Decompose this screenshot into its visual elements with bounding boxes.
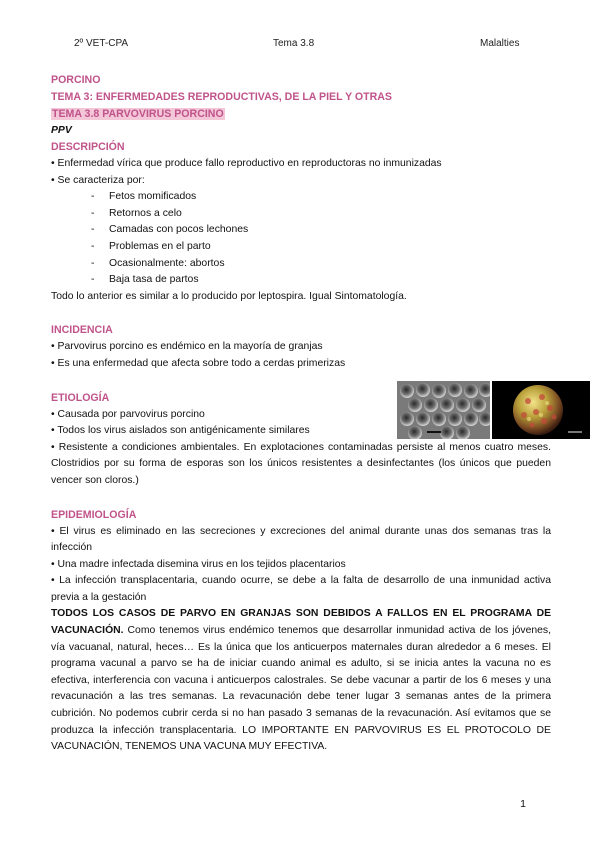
list-item: • Se caracteriza por: xyxy=(51,174,145,186)
list-item: • El virus es eliminado en las secreciones y excreciones del animal durante unas dos semanas tras la infección xyxy=(51,525,551,554)
species-heading: PORCINO xyxy=(51,74,101,86)
dash-item: - Problemas en el parto xyxy=(91,240,211,252)
abbreviation: PPV xyxy=(51,125,72,136)
list-item: • Parvovirus porcino es endémico en la mayoría de granjas xyxy=(51,341,323,353)
header-center: Tema 3.8 xyxy=(273,38,315,49)
vacunacion-bold-intro: TODOS LOS CASOS DE PARVO EN GRANJAS SON DEBIDOS A FALLOS EN EL PROGRAMA DE VACUNACIÓN. xyxy=(51,608,551,637)
list-item: • Enfermedad vírica que produce fallo reproductivo en reproductoras no inmunizadas xyxy=(51,158,442,169)
list-item: • Es una enfermedad que afecta sobre todo a cerdas primerizas xyxy=(51,357,346,369)
dash-item: - Camadas con pocos lechones xyxy=(91,224,249,236)
descripcion-closing: Todo lo anterior es similar a lo producido por leptospira. Igual Sintomatología. xyxy=(51,290,407,302)
list-item: • Una madre infectada disemina virus en los tejidos placentarios xyxy=(51,558,346,570)
page-number: 1 xyxy=(520,798,526,810)
dash-item: - Fetos momificados xyxy=(91,191,197,203)
tema-title: TEMA 3: ENFERMEDADES REPRODUCTIVAS, DE LA PIEL Y OTRAS xyxy=(51,91,393,103)
header-left: 2º VET-CPA xyxy=(74,38,129,49)
list-item: • Causada por parvovirus porcino xyxy=(51,408,205,420)
electron-micrograph-image xyxy=(397,381,490,439)
list-item: • Resistente a condiciones ambientales. En explotaciones contaminadas persiste al menos cuatro meses. Clostridios por su forma de esporas son los únicos resistentes a desinfectantes (los únicos que pueden vencer son cloros.) xyxy=(51,441,551,486)
etiologia-heading: ETIOLOGÍA xyxy=(51,391,110,404)
vacunacion-text: Como tenemos virus endémico tenemos que desarrollar inmunidad activa de los jóvenes, vía vacuanal, natural, heces… Es la única que los anticuerpos maternales duran alrededor a 6 meses. El programa vacunal a parvo se ha de iniciar cuando animal es adulto, si se inicia antes la vacuna no es efectiva, interferencia con vacuna i anticuerpos calostrales. Se debe vacunar a partir de los 6 meses y una revacunación a las tres semanas. La revacunación debe tener lugar 3 semanas antes de la primera cubrición. No podemos cubrir cerda si no han pasado 3 semanas de la revacunación. Así evitamos que se produzca la infección transplacentaria. LO IMPORTANTE EN PARVOVIRUS ES EL PROTOCOLO DE VACUNACIÓN, TENEMOS UNA VACUNA MUY EFECTIVA. xyxy=(51,625,551,753)
dash-item: - Baja tasa de partos xyxy=(91,274,199,286)
header-right: Malalties xyxy=(480,38,520,49)
virus-3d-render-image xyxy=(492,381,590,439)
dash-item: - Retornos a celo xyxy=(91,207,182,219)
incidencia-heading: INCIDENCIA xyxy=(51,324,113,337)
vacunacion-paragraph xyxy=(51,606,551,755)
page-title: TEMA 3.8 PARVOVIRUS PORCINO xyxy=(52,108,224,120)
dash-item: - Ocasionalmente: abortos xyxy=(91,257,225,269)
list-item: • La infección transplacentaria, cuando ocurre, se debe a la falta de desarrollo de una inmunidad activa previa a la gestación xyxy=(51,575,551,603)
descripcion-heading: DESCRIPCIÓN xyxy=(51,141,125,153)
epidemiologia-heading: EPIDEMIOLOGÍA xyxy=(51,508,137,521)
list-item: • Todos los virus aislados son antigénicamente similares xyxy=(51,425,310,437)
